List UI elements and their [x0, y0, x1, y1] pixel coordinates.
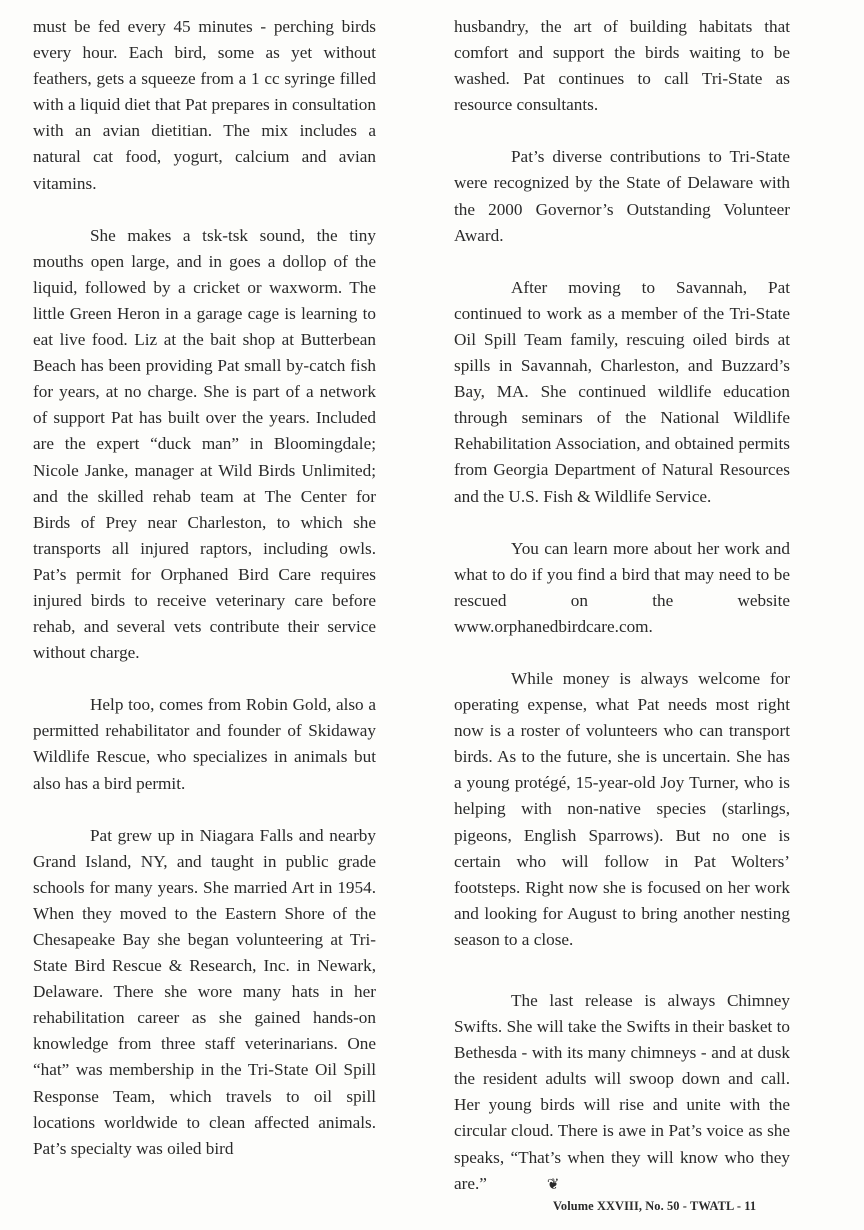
left-column — [33, 14, 376, 1162]
paragraph: While money is always welcome for operating expense, what Pat needs most right now is a roster of volunteers who can transport birds. As to the future, she is uncertain. She has a young protégé, 15-year-old Joy Turner, who is helping with non-native species (starlings, pigeons, English Sparrows). But no one is certain who will follow in Pat Wolters’ footsteps. Right now she is focused on her work and looking for August to bring another nesting season to a close. — [454, 668, 790, 949]
paragraph: Help too, comes from Robin Gold, also a permitted rehabilitator and founder of Skidaway Wildlife Rescue, who specializes in animals but also has a bird permit. — [33, 695, 376, 793]
paragraph: You can learn more about her work and what to do if you find a bird that may need to be rescued on the website www.orphanedbirdcare.com. — [454, 538, 790, 636]
right-column — [454, 14, 790, 1197]
paragraph: After moving to Savannah, Pat continued to work as a member of the Tri-State Oil Spill Team family, rescuing oiled birds at spills in Savannah, Charleston, and Buzzard’s Bay, MA. She continued wildlife education through seminars of the National Wildlife Rehabilitation Association, and obtained permits from Georgia Department of Natural Resources and the U.S. Fish & Wildlife Service. — [454, 277, 790, 506]
end-mark-icon: ❦ — [546, 1176, 560, 1193]
paragraph: must be fed every 45 minutes - perching birds every hour. Each bird, some as yet without feathers, gets a squeeze from a 1 cc syringe filled with a liquid diet that Pat prepares in consultation with an avian dietitian. The mix includes a natural cat food, yogurt, calcium and avian vitamins. — [33, 17, 376, 193]
last-paragraph — [454, 988, 790, 1197]
paragraph: Pat grew up in Niagara Falls and nearby Grand Island, NY, and taught in public grade schools for many years. She married Art in 1954. When they moved to the Eastern Shore of the Chesapeake Bay she began volunteering at Tri-State Bird Rescue & Research, Inc. in Newark, Delaware. There she wore many hats in her rehabilitation career as she gained hands-on knowledge from three staff veterinarians. One “hat” was membership in the Tri-State Oil Spill Response Team, which travels to oil spill locations worldwide to clean affected animals. Pat’s specialty was oiled bird — [33, 825, 376, 1158]
paragraph-text: The last release is always Chimney Swifts. She will take the Swifts in their basket to Bethesda - with its many chimneys - and at dusk the resident adults will swoop down and call. Her young birds will rise and unite with the circular cloud. There is awe in Pat’s voice as she speaks, “That’s when they will know who they are.” — [454, 991, 790, 1193]
paragraph: Pat’s diverse contributions to Tri-State were recognized by the State of Delaware with the 2000 Governor’s Outstanding Volunteer Award. — [454, 147, 790, 245]
paragraph: husbandry, the art of building habitats that comfort and support the birds waiting to be washed. Pat continues to call Tri-State as resource consultants. — [454, 17, 790, 115]
paragraph: She makes a tsk-tsk sound, the tiny mouths open large, and in goes a dollop of the liquid, followed by a cricket or waxworm. The little Green Heron in a garage cage is learning to eat live food. Liz at the bait shop at Butterbean Beach has been providing Pat small by-catch fish for years, at no charge. She is part of a network of support Pat has built over the years. Included are the expert “duck man” in Bloomingdale; Nicole Janke, manager at Wild Birds Unlimited; and the skilled rehab team at The Center for Birds of Prey near Charleston, to which she transports all injured raptors, including owls. Pat’s permit for Orphaned Bird Care requires injured birds to receive veterinary care before rehab, and several vets contribute their service without charge. — [33, 225, 376, 663]
page-footer: Volume XXVIII, No. 50 - TWATL - 11 — [553, 1199, 757, 1213]
